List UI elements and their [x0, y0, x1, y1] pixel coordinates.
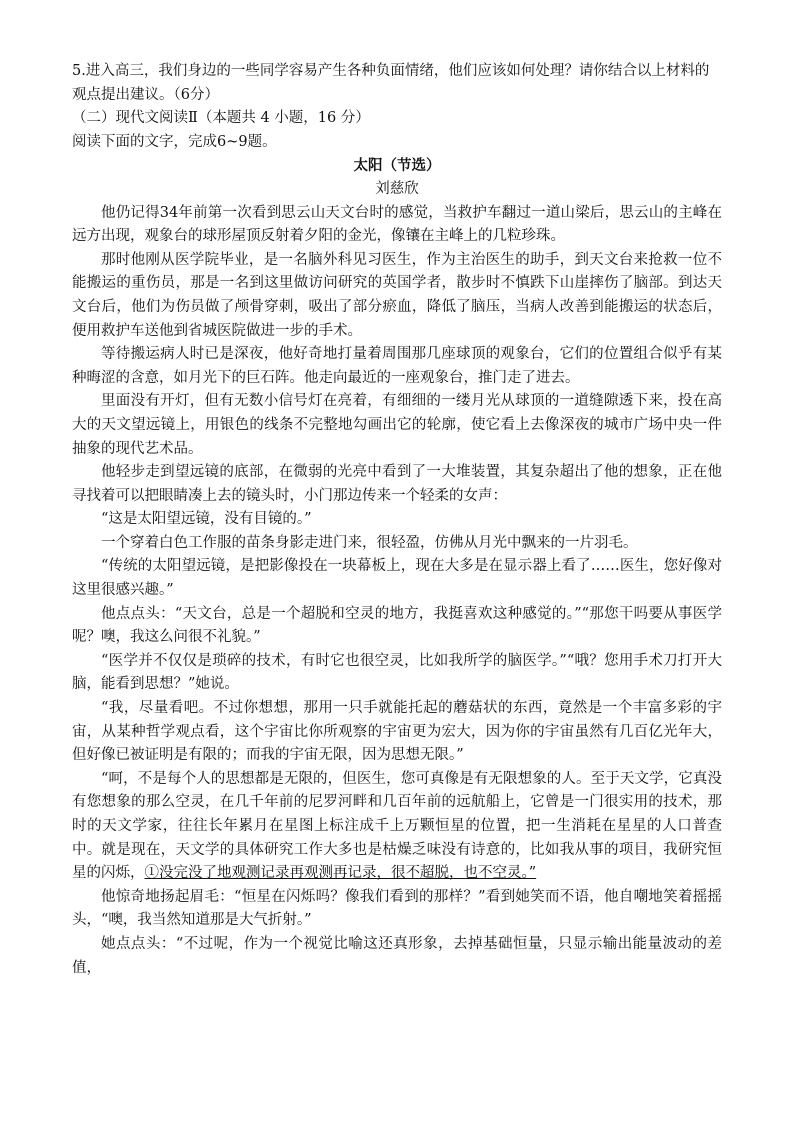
reading-instruction: 阅读下面的文字，完成6~9题。 — [72, 133, 277, 150]
paragraph-8: “传统的太阳望远镜，是把影像投在一块幕板上，现在大多是在显示器上看了……医生，您好像对这里很感兴趣。” — [72, 558, 722, 599]
paragraph-6: “这是太阳望远镜，没有目镜的。” — [101, 511, 312, 528]
question-5: 5.进入高三，我们身边的一些同学容易产生各种负面情绪，他们应该如何处理？请你结合以上材料的观点提出建议。（6分） — [72, 63, 710, 103]
document-page — [72, 60, 722, 980]
paragraph-14: 她点点头：“不过呢，作为一个视觉比喻这还真形象，去掉基础恒量，只显示输出能量波动的差值， — [72, 935, 722, 976]
paragraph-10: “医学并不仅仅是琐碎的技术，有时它也很空灵，比如我所学的脑医学。”“哦？您用手术刀打开大脑，能看到思想？”她说。 — [72, 652, 722, 693]
paragraph-13: 他惊奇地扬起眉毛：“恒星在闪烁吗？像我们看到的那样？”看到她笑而不语，他自嘲地笑着摇摇头，“噢，我当然知道那是大气折射。” — [72, 888, 722, 929]
paragraph-7: 一个穿着白色工作服的苗条身影走进门来，很轻盈，仿佛从月光中飘来的一片羽毛。 — [101, 534, 638, 551]
paragraph-3: 等待搬运病人时已是深夜，他好奇地打量着周围那几座球顶的观象台，它们的位置组合似乎有某种晦涩的含意，如月光下的巨石阵。他走向最近的一座观象台，推门走了进去。 — [72, 346, 722, 386]
paragraph-2: 那时他刚从医学院毕业，是一名脑外科见习医生，作为主治医生的助手，到天文台来抢救一位不能搬运的重伤员，那是一名到这里做访问研究的英国学者，散步时不慎跌下山崖摔伤了脑部。到达天文台后，他们为伤员做了颅骨穿刺，吸出了部分瘀血，降低了脑压，当病人改善到能搬运的状态后，便用救护车送他到省城医院做进一步的手术。 — [72, 251, 722, 339]
underlined-sentence-1: ①没完没了地观测记录再观测再记录，很不超脱，也不空灵。” — [144, 865, 537, 882]
section-heading: （二）现代文阅读Ⅱ（本题共 4 小题，16 分） — [72, 110, 370, 127]
paragraph-12 — [72, 768, 722, 886]
article-author: 刘慈欣 — [375, 180, 419, 197]
article-title: 太阳（节选） — [353, 157, 441, 175]
paragraph-12-text: “呵，不是每个人的思想都是无限的，但医生，您可真像是有无限想象的人。至于天文学，它真没有您想象的那么空灵，在几千年前的尼罗河畔和几百年前的远航船上，它曾是一门很实用的技术，那时的天文学家，往往长年累月在星图上标注成千上万颗恒星的位置，把一生消耗在星星的人口普查中。就是现在，天文学的具体研究工作大多也是枯燥乏味没有诗意的，比如我从事的项目，我研究恒星的闪烁， — [72, 770, 722, 882]
paragraph-1: 他仍记得34年前第一次看到思云山天文台时的感觉，当救护车翻过一道山梁后，思云山的主峰在远方出现，观象台的球形屋顶反射着夕阳的金光，像镶在主峰上的几粒珍珠。 — [72, 204, 722, 245]
paragraph-4: 里面没有开灯，但有无数小信号灯在亮着，有细细的一缕月光从球顶的一道缝隙透下来，投在高大的天文望远镜上，用银色的线条不完整地勾画出它的轮廓，使它看上去像深夜的城市广场中央一件抽象的现代艺术品。 — [72, 393, 722, 457]
paragraph-9: 他点点头：“天文台，总是一个超脱和空灵的地方，我挺喜欢这种感觉的。”“那您干吗要从事医学呢？噢，我这么问很不礼貌。” — [72, 605, 722, 646]
paragraph-11: “我，尽量看吧。不过你想想，那用一只手就能托起的蘑菇状的东西，竟然是一个丰富多彩的宇宙，从某种哲学观点看，这个宇宙比你所观察的宇宙更为宏大，因为你的宇宙虽然有几百亿光年大，但好像已被证明是有限的；而我的宇宙无限，因为思想无限。” — [72, 700, 722, 764]
paragraph-5: 他轻步走到望远镜的底部，在微弱的光亮中看到了一大堆装置，其复杂超出了他的想象，正在他寻找着可以把眼睛凑上去的镜头时，小门那边传来一个轻柔的女声： — [72, 464, 722, 504]
